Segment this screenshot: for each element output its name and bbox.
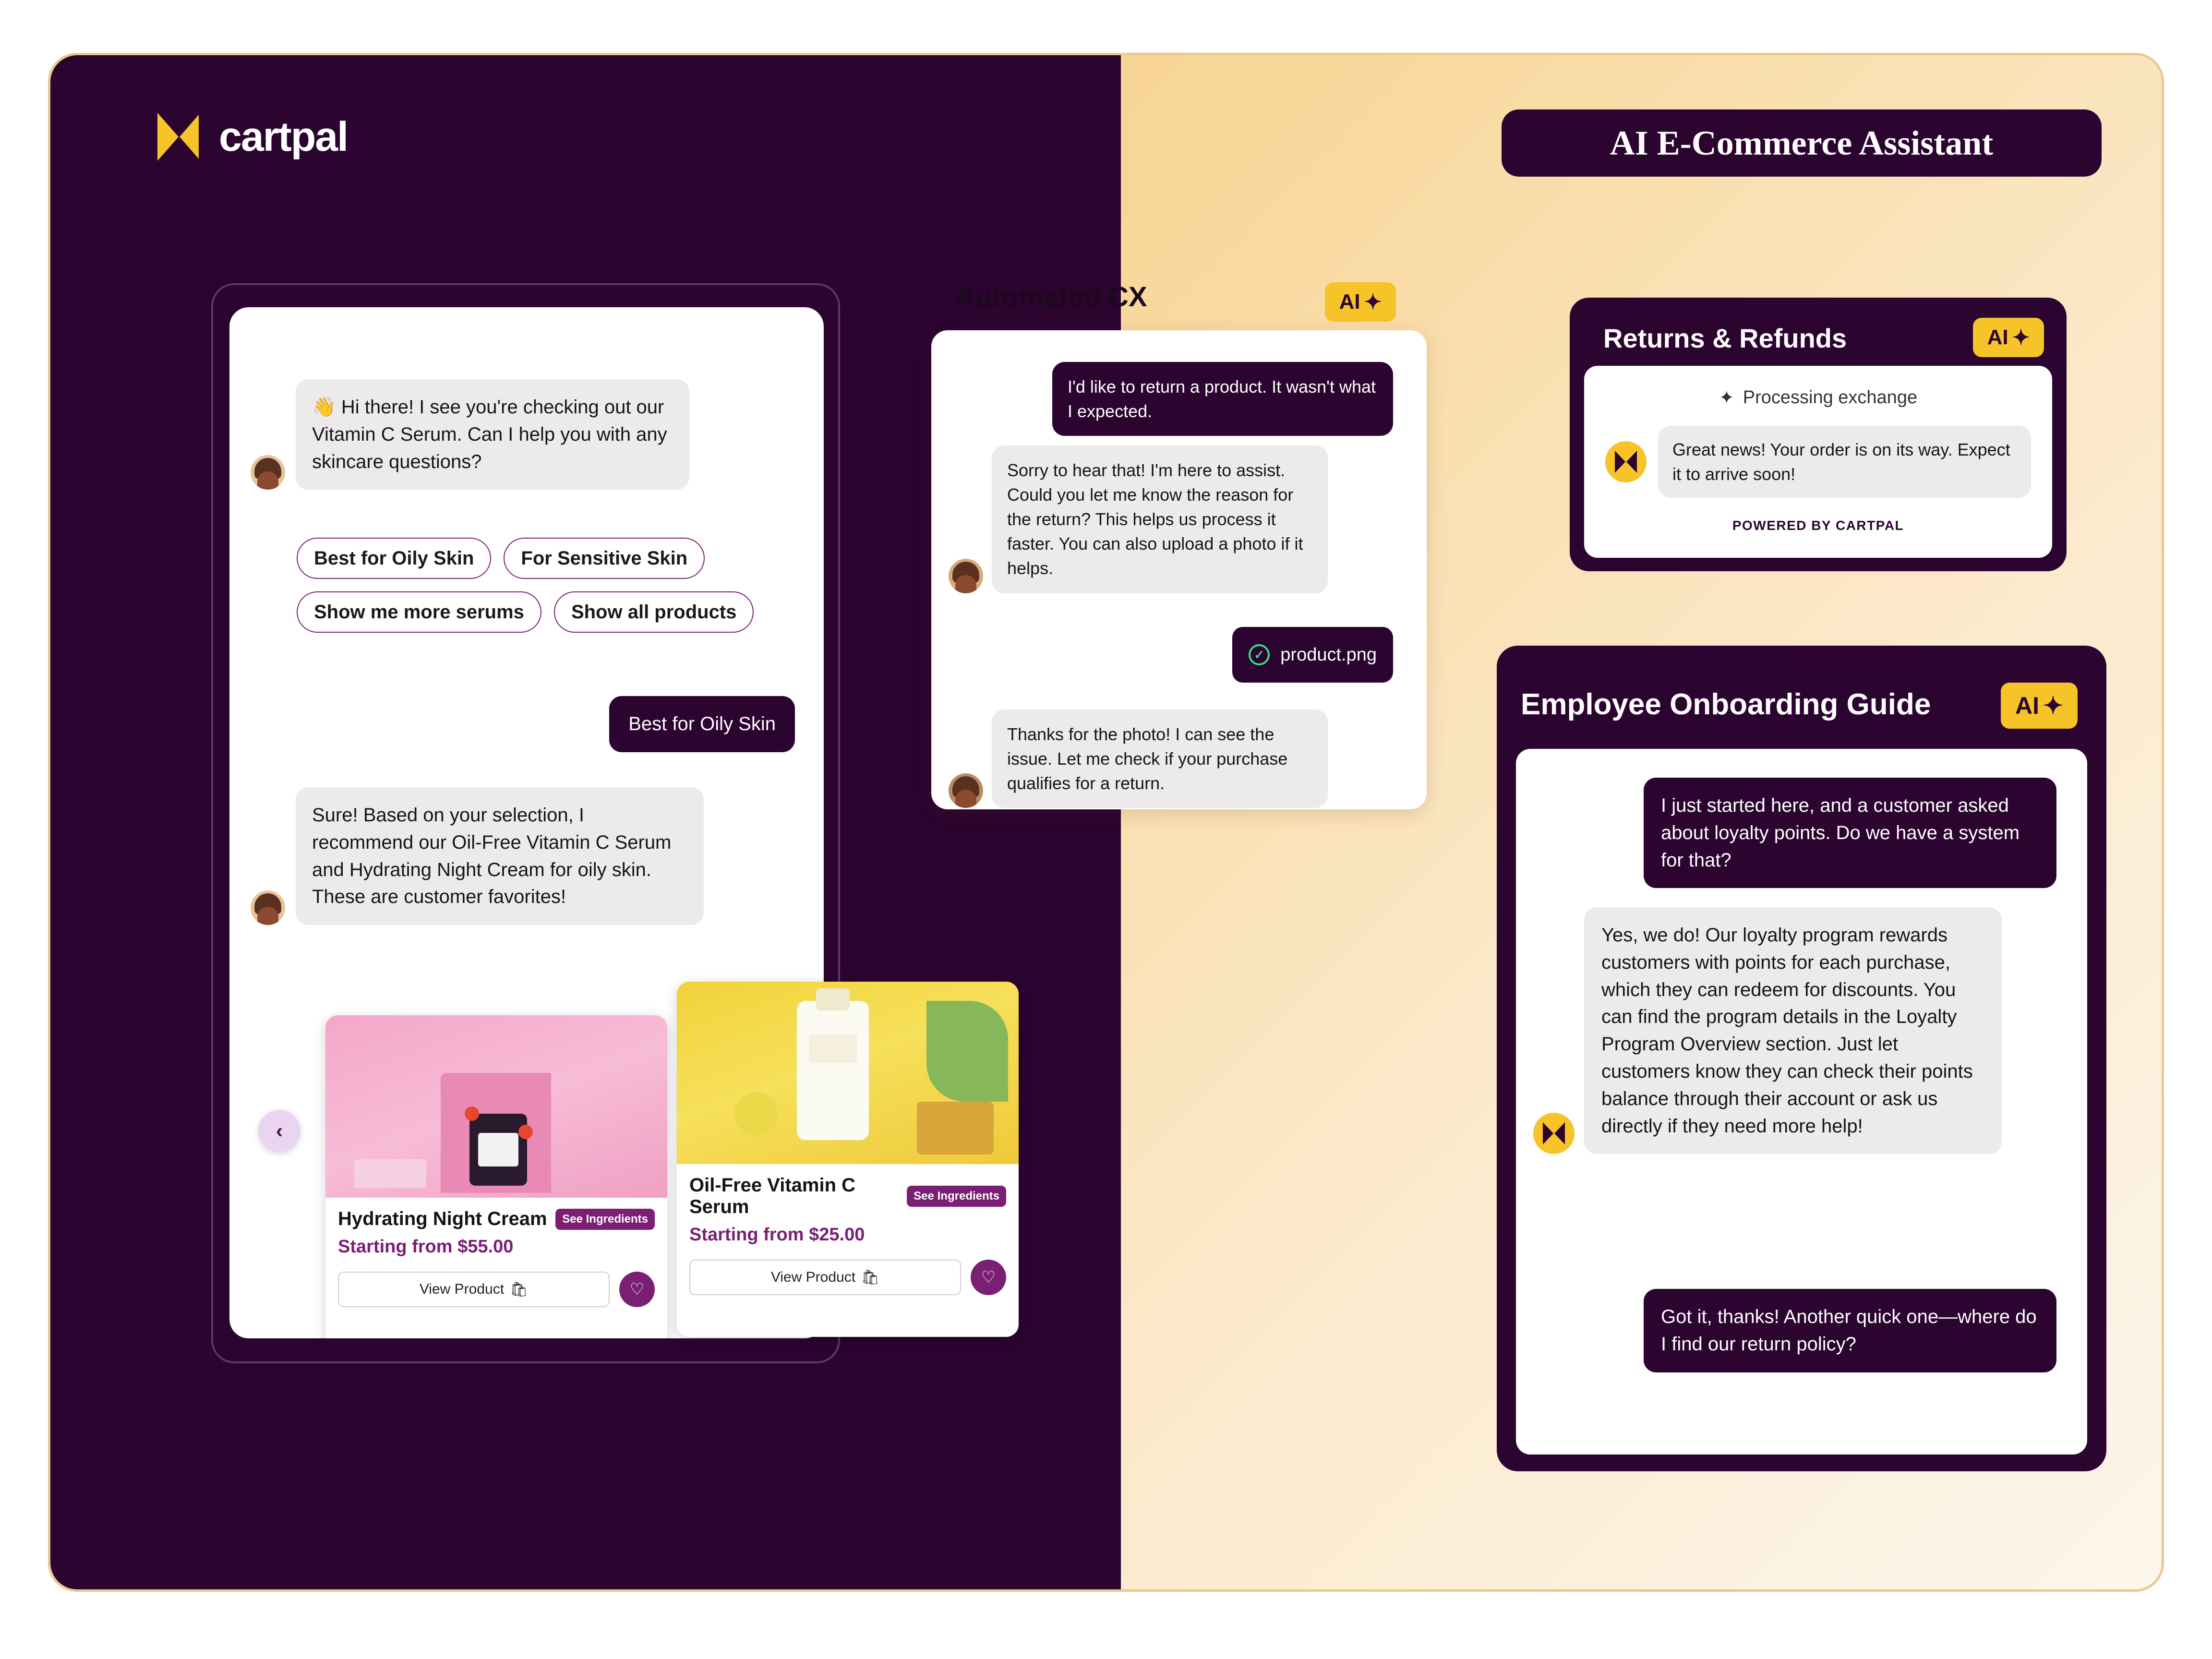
chat-message-user-1: Best for Oily Skin (609, 696, 795, 752)
product-title: Oil-Free Vitamin C Serum (689, 1175, 856, 1217)
quick-reply-show-me-more-serums[interactable]: Show me more serums (297, 591, 541, 633)
product-card[interactable] (325, 1015, 667, 1338)
cartpal-bowtie-icon (1533, 1113, 1575, 1154)
heart-icon[interactable]: ♡ (619, 1272, 655, 1307)
eo-message-user-2: Got it, thanks! Another quick one—where do I find our return policy? (1644, 1289, 2056, 1372)
page-title: AI E-Commerce Assistant (1502, 109, 2102, 177)
avatar (251, 890, 285, 925)
quick-reply-for-sensitive-skin[interactable]: For Sensitive Skin (504, 538, 705, 579)
employee-onboarding-title: Employee Onboarding Guide (1521, 688, 1931, 721)
chevron-left-icon[interactable]: ‹ (258, 1110, 301, 1152)
avatar (949, 773, 983, 808)
product-price: Starting from $55.00 (338, 1237, 514, 1257)
cx-message-assistant-1 (949, 445, 1328, 593)
cartpal-bowtie-icon (149, 108, 206, 166)
product-body (677, 1164, 1019, 1308)
ai-badge-label: AI (2015, 692, 2040, 719)
product-card[interactable] (677, 982, 1019, 1337)
automated-cx-panel (931, 330, 1427, 809)
sparkle-icon: ✦ (2043, 692, 2063, 719)
eo-message-assistant-1 (1533, 907, 2002, 1154)
sparkle-icon: ✦ (1719, 388, 1734, 408)
ai-badge (2001, 683, 2078, 729)
processing-status-label: Processing exchange (1743, 387, 1918, 408)
view-product-button[interactable] (689, 1260, 961, 1295)
sparkle-icon: ✦ (2012, 325, 2030, 349)
automated-cx-title: Automated CX (955, 281, 1147, 313)
view-product-label: View Product (770, 1269, 856, 1285)
message-text: Thanks for the photo! I can see the issue. Let me check if your purchase qualifies for a return. (992, 709, 1328, 808)
product-price: Starting from $25.00 (689, 1225, 865, 1245)
product-image (325, 1015, 667, 1198)
quick-reply-group (297, 538, 796, 633)
message-text: Sure! Based on your selection, I recommend our Oil-Free Vitamin C Serum and Hydrating Night Cream for oily skin. These are customer favorites! (296, 787, 704, 925)
message-text: Yes, we do! Our loyalty program rewards customers with points for each purchase, which they can redeem for discounts. You can find the program details in the Loyalty Program Overview section. Just let customers know they can check their points balance through their account or ask us directly if they need more help! (1584, 907, 2002, 1154)
powered-by-label: POWERED BY CARTPAL (1732, 518, 1904, 533)
returns-refunds-title: Returns & Refunds (1603, 323, 1847, 353)
product-image (677, 982, 1019, 1164)
ai-badge (1973, 318, 2044, 357)
chat-message-assistant-2 (251, 787, 704, 925)
brand-name: cartpal (219, 113, 348, 160)
cx-attachment-chip[interactable] (1232, 627, 1393, 683)
view-product-button[interactable] (338, 1272, 610, 1307)
processing-status (1584, 366, 2052, 409)
ai-badge-label: AI (1987, 325, 2008, 349)
see-ingredients-badge[interactable]: See Ingredients (555, 1209, 655, 1230)
view-product-label: View Product (419, 1281, 505, 1297)
message-text: 👋 Hi there! I see you're checking out our Vitamin C Serum. Can I help you with any skincare questions? (296, 379, 689, 490)
see-ingredients-badge[interactable]: See Ingredients (907, 1186, 1006, 1207)
quick-reply-show-all-products[interactable]: Show all products (554, 591, 754, 633)
employee-onboarding-body (1516, 749, 2087, 1455)
product-title: Hydrating Night Cream (338, 1208, 547, 1229)
cx-message-user-1: I'd like to return a product. It wasn't what I expected. (1052, 362, 1393, 436)
returns-message-row (1584, 409, 2052, 498)
avatar (251, 455, 285, 490)
bag-icon: 🛍 (510, 1281, 529, 1298)
brand-logo (149, 108, 348, 166)
check-circle-icon: ✓ (1249, 644, 1270, 665)
bag-icon: 🛍 (861, 1269, 880, 1286)
sparkle-icon: ✦ (1364, 290, 1382, 314)
quick-reply-best-for-oily-skin[interactable]: Best for Oily Skin (297, 538, 491, 579)
eo-message-user-1: I just started here, and a customer asked about loyalty points. Do we have a system for that? (1644, 778, 2056, 888)
ai-badge-label: AI (1339, 290, 1360, 313)
product-body (325, 1198, 667, 1320)
cx-message-assistant-2 (949, 709, 1328, 808)
attachment-filename: product.png (1280, 644, 1377, 665)
heart-icon[interactable]: ♡ (971, 1260, 1006, 1295)
returns-refunds-body (1584, 366, 2052, 558)
returns-message-text: Great news! Your order is on its way. Expect it to arrive soon! (1658, 426, 2031, 498)
chat-message-assistant-1 (251, 379, 689, 490)
cartpal-bowtie-icon (1605, 441, 1647, 482)
avatar (949, 559, 983, 593)
ai-badge (1325, 282, 1396, 322)
message-text: Sorry to hear that! I'm here to assist. Could you let me know the reason for the return? This helps us process it faster. You can also upload a photo if it helps. (992, 445, 1328, 593)
